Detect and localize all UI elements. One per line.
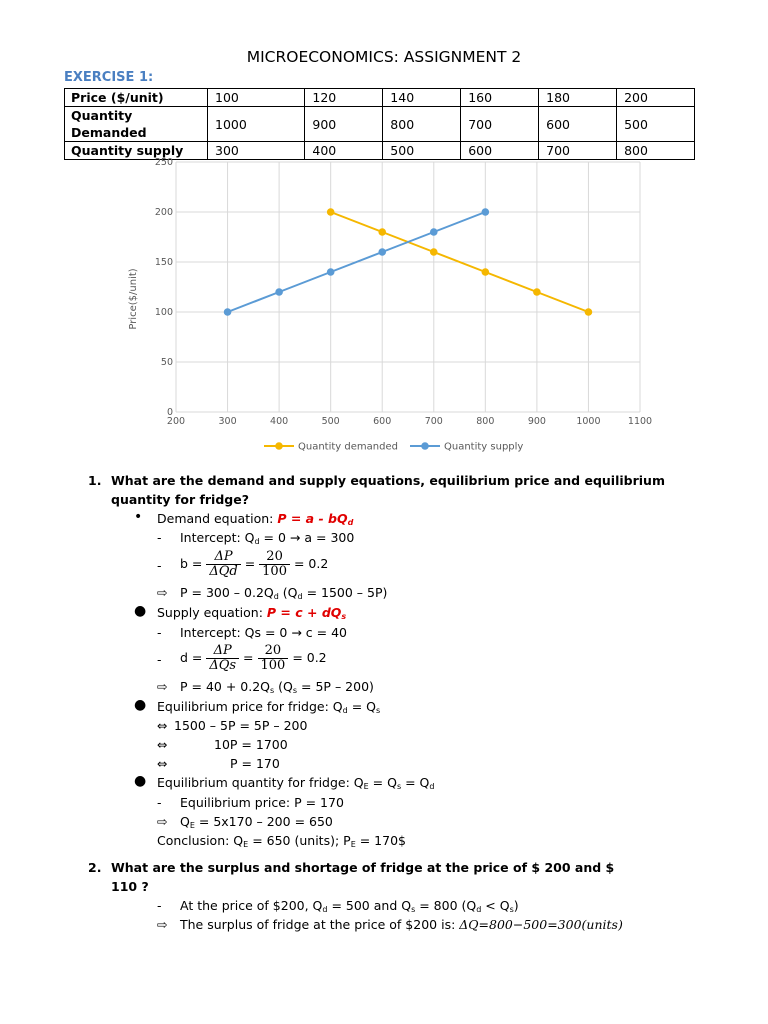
conclusion: Conclusion: $Q_E = 650$ (units); $P_E$ = 170$ xyxy=(157,833,406,849)
table-cell: 500 xyxy=(383,142,461,160)
data-point xyxy=(275,288,283,296)
y-tick-label: 250 xyxy=(154,157,173,168)
y-axis-label: Price($/unit) xyxy=(128,268,139,330)
data-point xyxy=(482,268,490,276)
x-tick-label: 1000 xyxy=(576,416,601,427)
supply-demand-chart xyxy=(118,150,658,460)
q2-number: 2. xyxy=(88,860,102,875)
x-tick-labels xyxy=(167,416,652,427)
table-cell: 600 xyxy=(539,107,617,142)
bullet: • xyxy=(134,509,143,525)
row-header: Quantity supply xyxy=(65,142,208,160)
table-row xyxy=(65,89,695,107)
data-point xyxy=(585,308,593,316)
chart-grid xyxy=(176,162,640,412)
equilibrium-price-line: Equilibrium price for fridge: $Q_d = Q_s$ xyxy=(157,699,381,715)
row-header: Quantity Demanded xyxy=(65,107,208,142)
data-point xyxy=(378,228,386,236)
table-cell: 400 xyxy=(305,142,383,160)
table-cell: 180 xyxy=(539,89,617,107)
arrow: ⇨ xyxy=(157,814,168,829)
exercise-label: EXERCISE 1: xyxy=(64,70,154,85)
dash: - xyxy=(157,558,162,573)
y-tick-label: 150 xyxy=(154,257,173,268)
supply-result: $P = 40 + 0.2Q_s$ $(Q_s = 5P - 200)$ xyxy=(180,679,374,695)
equilibrium-quantity-line: Equilibrium quantity for fridge: $Q_E = Q_s = Q_d$ xyxy=(157,775,435,791)
table-cell: 160 xyxy=(461,89,539,107)
table-cell: 800 xyxy=(383,107,461,142)
y-tick-label: 0 xyxy=(166,407,173,418)
bullet: ● xyxy=(134,773,147,789)
chart-legend xyxy=(264,442,523,453)
y-tick-label: 50 xyxy=(160,357,173,368)
step-2: 10P = 1700 xyxy=(214,737,288,752)
dash: - xyxy=(157,652,162,667)
step-1: 1500 – 5P = 5P – 200 xyxy=(174,718,308,733)
x-tick-label: 500 xyxy=(321,416,340,427)
demand-intercept: Intercept: $Q_d = 0 \to a = 300$ xyxy=(180,530,355,546)
bullet: ● xyxy=(134,603,147,619)
table-cell: 900 xyxy=(305,107,383,142)
x-tick-label: 400 xyxy=(270,416,289,427)
dash: - xyxy=(157,898,162,913)
y-tick-labels xyxy=(155,157,173,418)
table-cell: 500 xyxy=(617,107,695,142)
table-cell: 100 xyxy=(208,89,305,107)
supply-equation-line: Supply equation: $P = c + dQ_s$ xyxy=(157,605,347,621)
data-point xyxy=(224,308,232,316)
data-point xyxy=(327,268,335,276)
demand-result: $P = 300 - 0.2Q_d$ $(Q_d = 1500 - 5P)$ xyxy=(180,585,388,601)
x-tick-label: 700 xyxy=(424,416,443,427)
data-point xyxy=(327,208,335,216)
table-row xyxy=(65,107,695,142)
q2-text-line-2: 110 ? xyxy=(111,879,149,894)
step-3: P = 170 xyxy=(230,756,280,771)
table-cell: 600 xyxy=(461,142,539,160)
arrow: ⇨ xyxy=(157,917,168,932)
data-point xyxy=(533,288,541,296)
y-tick-label: 200 xyxy=(154,207,173,218)
table-cell: 1000 xyxy=(208,107,305,142)
table-cell: 300 xyxy=(208,142,305,160)
slope-b: b = $\frac{\Delta P}{\text{ΔQd}}$ = $\frac{20}{100}$ = 0.2 xyxy=(180,549,329,579)
table-cell: 200 xyxy=(617,89,695,107)
q1-number: 1. xyxy=(88,473,102,488)
iff: ⇔ xyxy=(157,756,168,771)
legend-label: Quantity demanded xyxy=(298,441,398,453)
slope-d: d = $\frac{\Delta P}{\text{ΔQs}}$ = $\frac{20}{100}$ = 0.2 xyxy=(180,643,327,673)
data-point xyxy=(430,228,438,236)
table-cell: 700 xyxy=(539,142,617,160)
iff: ⇔ xyxy=(157,718,168,733)
y-tick-label: 100 xyxy=(154,307,173,318)
dash: - xyxy=(157,625,162,640)
data-point xyxy=(430,248,438,256)
table-cell: 700 xyxy=(461,107,539,142)
legend-label: Quantity supply xyxy=(444,441,524,453)
table-cell: 800 xyxy=(617,142,695,160)
supply-intercept: Intercept: Qs = 0 → c = 40 xyxy=(180,625,347,640)
x-tick-label: 200 xyxy=(166,416,186,427)
bullet: ● xyxy=(134,697,147,713)
demand-equation-line: Demand equation: $P = a - bQ_d$ xyxy=(157,511,354,527)
equilibrium-price-value: Equilibrium price: P = 170 xyxy=(180,795,344,810)
x-tick-label: 600 xyxy=(373,416,392,427)
x-tick-label: 300 xyxy=(218,416,237,427)
q2-line-2: The surplus of fridge at the price of $200 is: ΔQ=800−500=300(units) xyxy=(180,917,623,932)
q2-text-line-1: What are the surplus and shortage of fridge at the price of $ 200 and $ xyxy=(111,860,615,875)
arrow: ⇨ xyxy=(157,679,168,694)
data-point xyxy=(378,248,386,256)
data-point xyxy=(482,208,490,216)
x-tick-label: 1100 xyxy=(627,416,653,427)
iff: ⇔ xyxy=(157,737,168,752)
dash: - xyxy=(157,795,162,810)
x-tick-label: 800 xyxy=(476,416,495,427)
legend-swatch-marker xyxy=(421,442,429,450)
table-cell: 140 xyxy=(383,89,461,107)
x-tick-label: 900 xyxy=(527,416,546,427)
arrow: ⇨ xyxy=(157,585,168,600)
dash: - xyxy=(157,530,162,545)
q1-text: What are the demand and supply equations, equilibrium price and equilibrium quantity for fridge? xyxy=(111,473,665,507)
row-header: Price ($/unit) xyxy=(65,89,208,107)
table-cell: 120 xyxy=(305,89,383,107)
q2-line-1: At the price of $200, $Q_d = 500$ and $Q_s = 800$ $(Q_d < Q_s)$ xyxy=(180,898,519,914)
qe-calculation: $Q_E = 5x170 - 200 = 650$ xyxy=(180,814,333,830)
page-title: MICROECONOMICS: ASSIGNMENT 2 xyxy=(246,48,522,66)
legend-swatch-marker xyxy=(275,442,283,450)
